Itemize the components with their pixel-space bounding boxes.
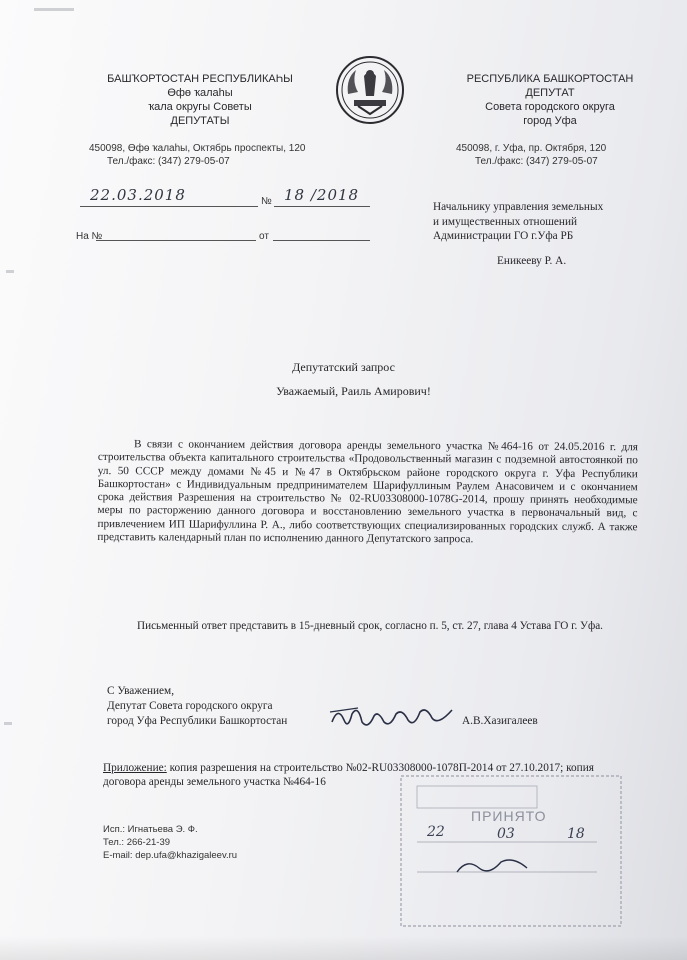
letterhead-right — [440, 72, 660, 128]
phone-line: Тел./факс: (347) 279-05-07 — [107, 156, 230, 167]
recipient-line: и имущественных отношений — [433, 215, 578, 228]
signature — [328, 700, 458, 734]
reference-from-label: от — [259, 231, 269, 242]
greeting: Уважаемый, Раиль Амирович! — [276, 384, 431, 398]
executor-block — [103, 823, 237, 862]
recipient-line: Начальнику управления земельных — [433, 201, 604, 213]
letterhead-left-line: Өфө ҡалаһы — [167, 87, 233, 99]
closing-position: Депутат Совета городского округа — [107, 700, 273, 712]
attachment-text: копия разрешения на строительство №02-RU03308000-1078П-2014 от 27.10.2017; копия договора аренды земельного участка №464-16 — [103, 762, 594, 788]
attachment-label: Приложение: — [103, 762, 167, 774]
body-paragraph-1 — [97, 438, 638, 548]
signatory-name: А.В.Хазигалеев — [462, 715, 538, 727]
letterhead-right-line: город Уфа — [523, 115, 577, 127]
closing-position: город Уфа Республики Башкортостан — [107, 715, 288, 727]
address-line: 450098, Өфө ҡалаһы, Октябрь проспекты, 120 — [89, 143, 306, 154]
letterhead-left-line: БАШҠОРТОСТАН РЕСПУБЛИКАҺЫ — [107, 73, 293, 85]
letterhead-left-line: ДЕПУТАТЫ — [170, 115, 230, 127]
letterhead-left-line: ҡала округы Советы — [148, 101, 252, 113]
reference-from-underline — [273, 240, 370, 241]
stamp-date-day: 22 — [427, 824, 445, 840]
recipient-line: Администрации ГО г.Уфа РБ — [433, 230, 574, 242]
address-line: 450098, г. Уфа, пр. Октября, 120 — [456, 143, 607, 154]
recipient-block — [433, 200, 673, 268]
letterhead-left — [100, 72, 300, 128]
closing-block — [107, 684, 287, 729]
number-label: № — [261, 196, 272, 207]
stamp-date-month: 03 — [497, 826, 515, 842]
reference-label: На № — [76, 231, 103, 242]
handwritten-number: 18 /2018 — [284, 186, 360, 204]
letterhead-right-line: ДЕПУТАТ — [525, 87, 575, 99]
closing-regards: С Уважением, — [107, 685, 175, 697]
letterhead-left-address — [89, 142, 319, 168]
reference-underline — [96, 240, 256, 241]
paragraph-text: В связи с окончанием действия договора аренды земельного участка №464-16 от 24.05.2016 г. для строительства объекта капитального строительства «Продовольственный магазин с подземной автостоянкой по ул. 50 СССР между домами №45 и №47 в Октябрьском районе городского округа г. Уфа Республики Башкортостан» с Индивидуальным предпринимателем Шарифуллиным Раулем Анасовичем и с окончанием срока действия Разрешения на строительство № 02-RU03308000-1078G-2014, прошу принять необходимые меры по расторжению данного договора и восстановлению земельного участка в первоначальный вид, с привлечением ИП Шарифуллина Р. А., либо соответствующих специализированных городских служб. А также представить календарный план по исполнению данного Депутатского запроса. — [97, 438, 638, 546]
number-underline — [274, 206, 370, 207]
phone-line: Тел./факс: (347) 279-05-07 — [475, 156, 598, 167]
letterhead-right-line: РЕСПУБЛИКА БАШКОРТОСТАН — [466, 73, 634, 85]
hole-punch-mark — [34, 8, 74, 11]
hole-punch-mark — [4, 722, 12, 725]
bashkortostan-emblem — [334, 54, 406, 126]
handwritten-date: 22.03.2018 — [90, 186, 186, 204]
body-paragraph-2 — [103, 620, 635, 633]
page-shadow — [0, 936, 687, 960]
hole-punch-mark — [6, 270, 14, 273]
paragraph-text: Письменный ответ представить в 15-дневный срок, согласно п. 5, ст. 27, глава 4 Устава ГО г. Уфа. — [137, 620, 603, 632]
stamp-date-year: 18 — [567, 826, 585, 842]
recipient-name: Еникееву Р. А. — [497, 254, 567, 267]
stamp-received-label: ПРИНЯТО — [471, 808, 547, 824]
document-title: Депутатский запрос — [292, 360, 395, 374]
executor-name: Исп.: Игнатьева Э. Ф. — [103, 824, 198, 835]
executor-phone: Тел.: 266-21-39 — [103, 837, 171, 848]
received-stamp-frame — [397, 772, 625, 930]
letterhead-right-line: Совета городского округа — [485, 101, 615, 113]
date-underline — [80, 206, 258, 207]
letterhead-right-address — [456, 142, 676, 168]
received-stamp — [397, 772, 625, 930]
executor-email: E-mail: dep.ufa@khazigaleev.ru — [103, 850, 238, 861]
